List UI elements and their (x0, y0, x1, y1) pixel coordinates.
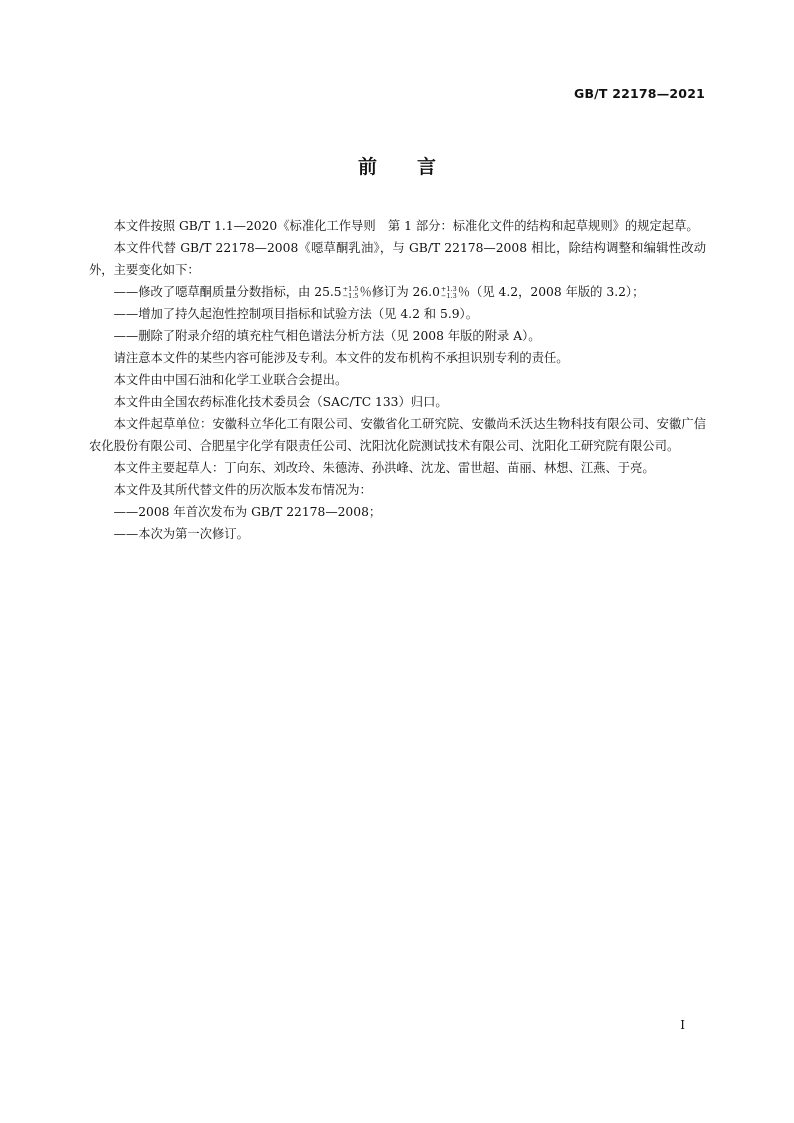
paragraph-replacement: 本文件代替 GB/T 22178—2008《噁草酮乳油》，与 GB/T 22178—2008 相比，除结构调整和编辑性改动外，主要变化如下： (89, 241, 706, 277)
paragraph-history-intro: 本文件及其所代替文件的历次版本发布情况为： (113, 483, 372, 497)
old-tolerance-plus: +1.5 (342, 284, 359, 293)
paragraph-proposer: 本文件由中国石油和化学工业联合会提出。 (113, 373, 348, 387)
change-item-3: ——删除了附录介绍的填充柱气相色谱法分析方法（见 2008 年版的附录 A）。 (113, 329, 541, 343)
title-char-2: 言 (417, 156, 437, 178)
standard-number: GB/T 22178—2021 (573, 86, 705, 101)
change-1-prefix: ——修改了噁草酮质量分数指标，由 25.5 (113, 285, 342, 299)
history-item-1: ——2008 年首次发布为 GB/T 22178—2008； (113, 505, 382, 519)
history-item-2: ——本次为第一次修订。 (113, 527, 249, 541)
foreword-body (89, 215, 706, 545)
page-number: I (680, 1018, 685, 1032)
paragraph-drafting-rules: 本文件按照 GB/T 1.1—2020《标准化工作导则 第 1 部分：标准化文件的结构和起草规则》的规定起草。 (113, 219, 699, 233)
new-tolerance-minus: −1.3 (440, 291, 457, 300)
paragraph-committee: 本文件由全国农药标准化技术委员会（SAC/TC 133）归口。 (113, 395, 448, 409)
page-title (0, 152, 794, 179)
paragraph-drafting-units: 本文件起草单位：安徽科立华化工有限公司、安徽省化工研究院、安徽尚禾沃达生物科技有限公司、安徽广信农化股份有限公司、合肥星宇化学有限责任公司、沈阳沈化院测试技术有限公司、沈阳化工研究院有限公司。 (89, 417, 706, 453)
old-tolerance-minus: −1.5 (342, 291, 359, 300)
new-tolerance-plus: +1.3 (440, 284, 457, 293)
change-1-middle: ％修订为 26.0 (359, 285, 440, 299)
change-1-suffix: ％（见 4.2，2008 年版的 3.2）； (457, 285, 645, 299)
title-char-1: 前 (357, 156, 377, 178)
change-item-2: ——增加了持久起泡性控制项目指标和试验方法（见 4.2 和 5.9）。 (113, 307, 479, 321)
new-tolerance (441, 286, 457, 300)
old-tolerance (343, 286, 359, 300)
paragraph-patent-notice: 请注意本文件的某些内容可能涉及专利。本文件的发布机构不承担识别专利的责任。 (113, 351, 569, 365)
change-item-1 (89, 281, 706, 303)
paragraph-drafters: 本文件主要起草人：丁向东、刘改玲、朱德涛、孙洪峰、沈龙、雷世超、苗丽、林想、江燕、于亮。 (113, 461, 655, 475)
